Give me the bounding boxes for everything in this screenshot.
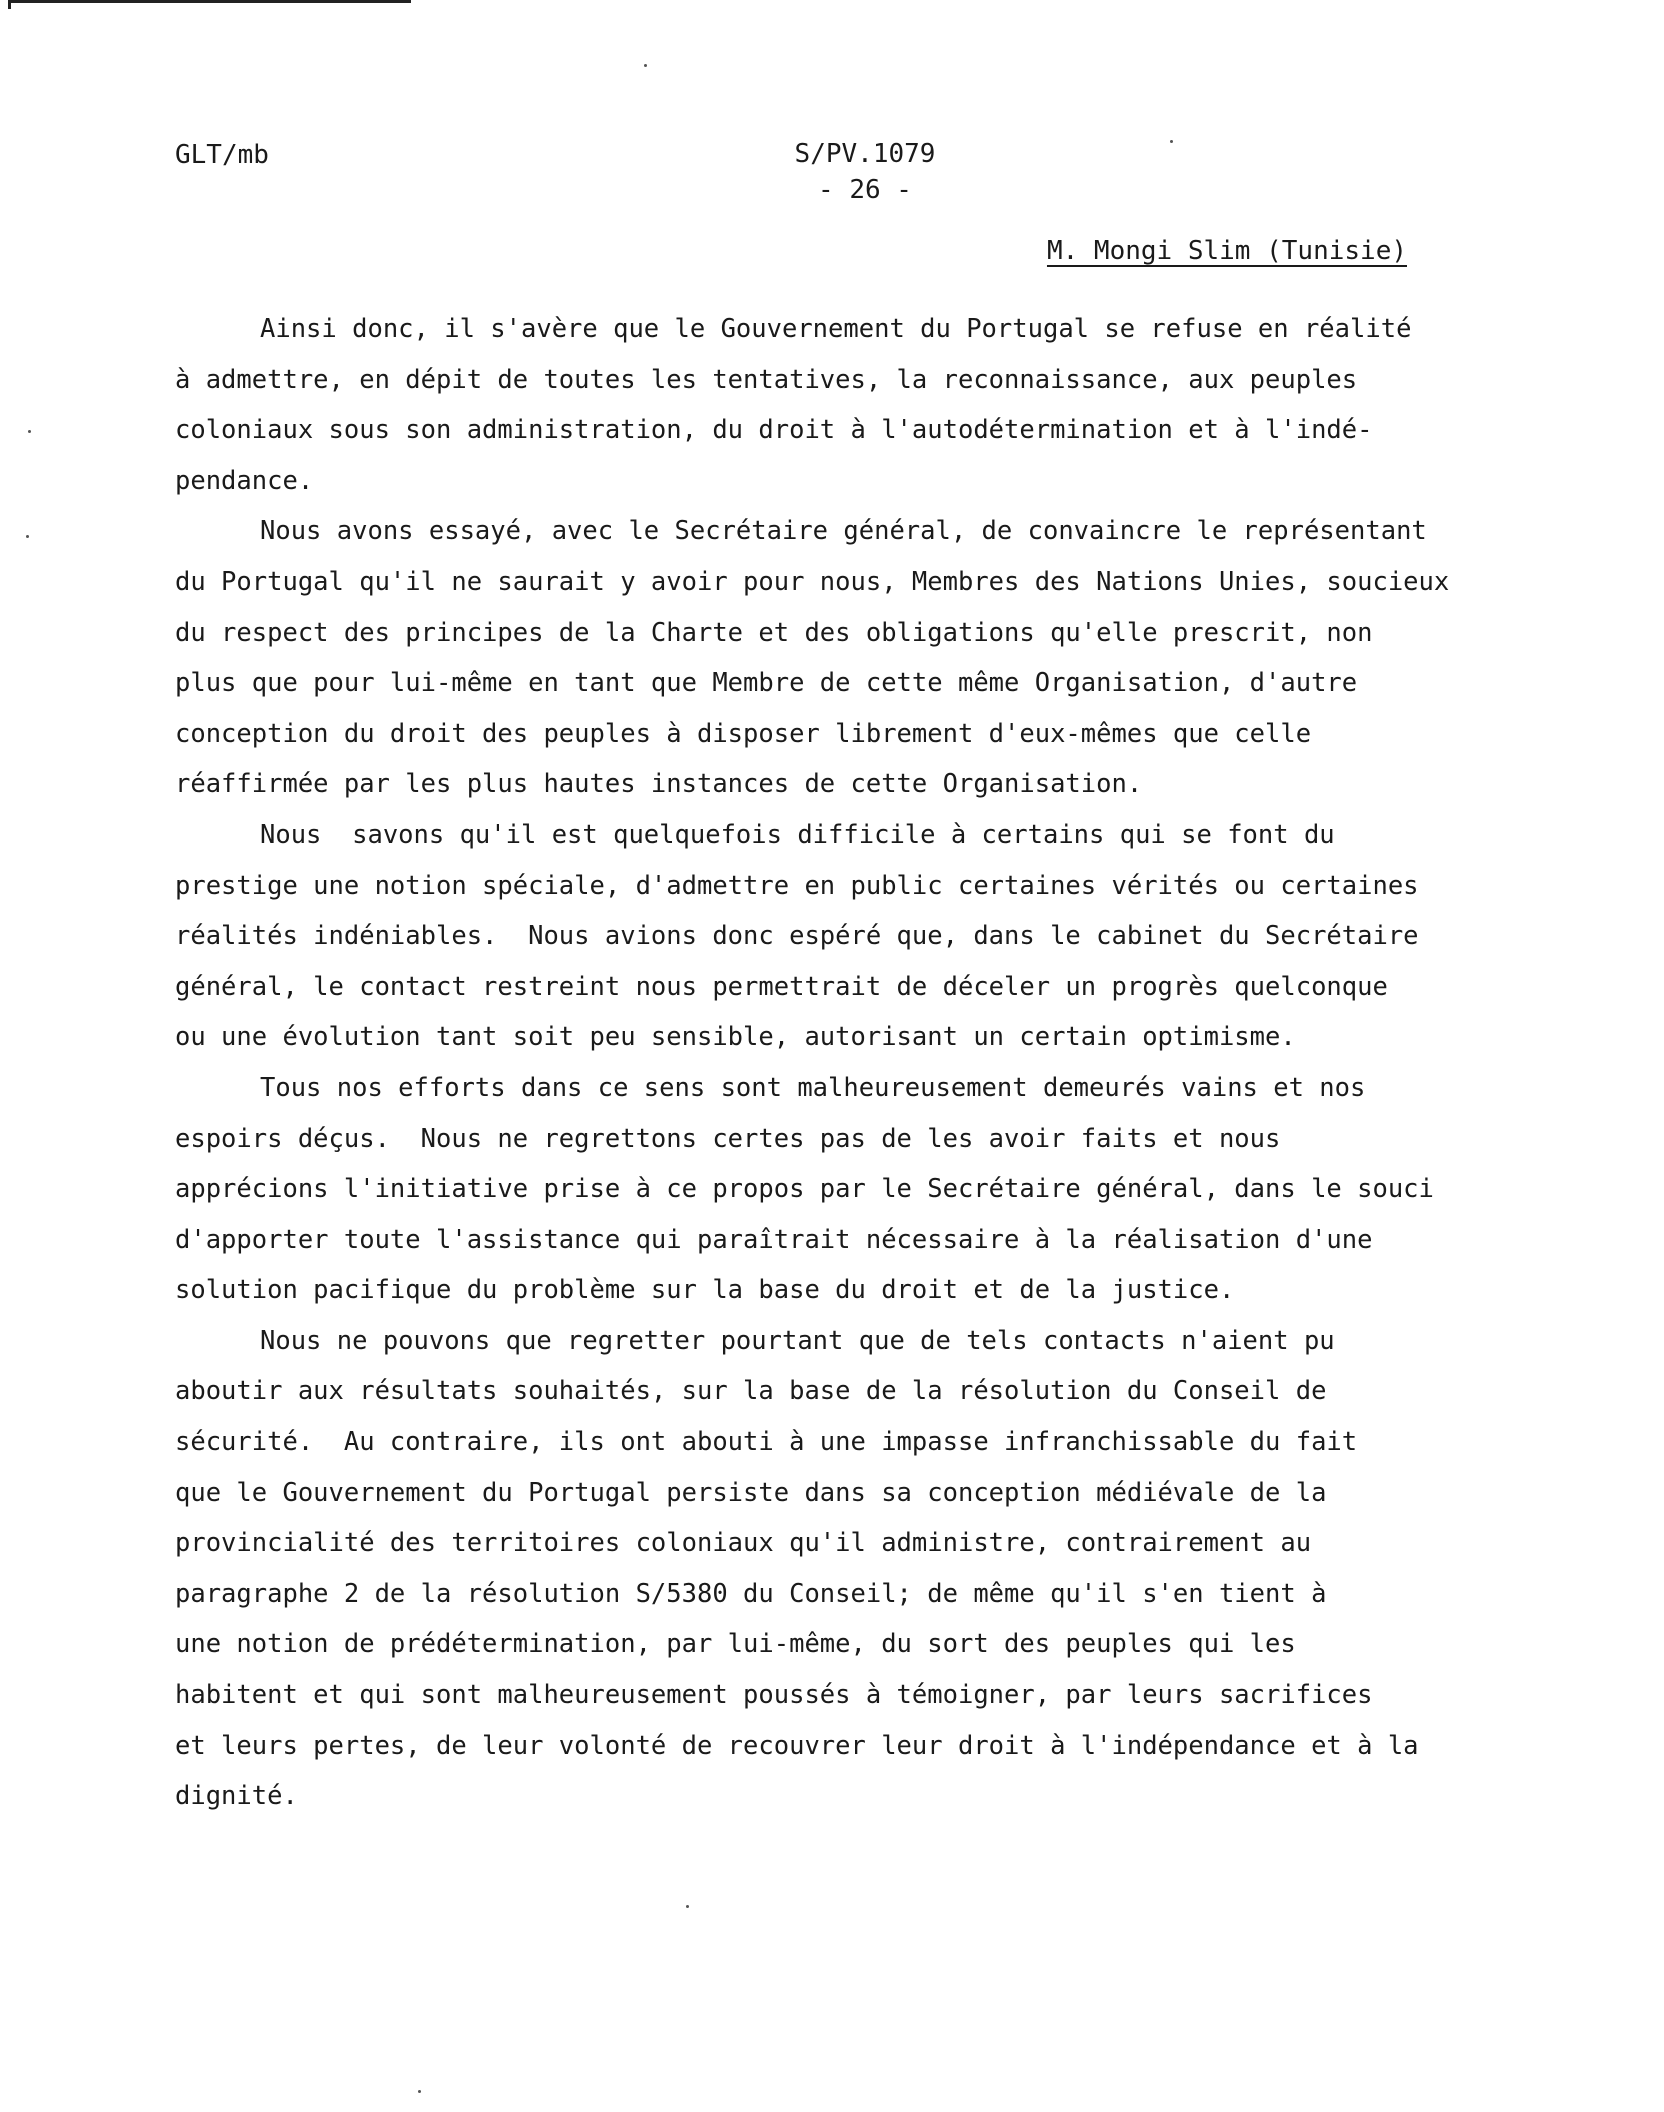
text-line: Nous ne pouvons que regretter pourtant que de tels contacts n'aient pu: [260, 1325, 1335, 1356]
text-line: prestige une notion spéciale, d'admettre en public certaines vérités ou certaines: [175, 870, 1419, 901]
text-line: provincialité des territoires coloniaux qu'il administre, contrairement au: [175, 1528, 1312, 1559]
text-line: ou une évolution tant soit peu sensible, autorisant un certain optimisme.: [175, 1022, 1296, 1053]
text-line: d'apporter toute l'assistance qui paraîtrait nécessaire à la réalisation d'une: [175, 1224, 1373, 1255]
text-line: espoirs déçus. Nous ne regrettons certes pas de les avoir faits et nous: [175, 1123, 1281, 1154]
scan-speck: [1170, 140, 1173, 143]
text-line: à admettre, en dépit de toutes les tentatives, la reconnaissance, aux peuples: [175, 364, 1358, 395]
scan-corner-mark: [8, 0, 411, 9]
document-header: [700, 136, 1030, 208]
text-line: Ainsi donc, il s'avère que le Gouvernement du Portugal se refuse en réalité: [260, 314, 1412, 344]
text-line: Nous avons essayé, avec le Secrétaire général, de convaincre le représentant: [260, 516, 1427, 547]
text-line: que le Gouvernement du Portugal persiste dans sa conception médiévale de la: [175, 1477, 1327, 1508]
text-line: aboutir aux résultats souhaités, sur la base de la résolution du Conseil de: [175, 1376, 1327, 1407]
paragraph: [175, 1063, 1565, 1316]
text-line: conception du droit des peuples à disposer librement d'eux-mêmes que celle: [175, 718, 1312, 749]
text-line: Tous nos efforts dans ce sens sont malheureusement demeurés vains et nos: [260, 1072, 1366, 1103]
text-line: sécurité. Au contraire, ils ont abouti à une impasse infranchissable du fait: [175, 1427, 1358, 1458]
paragraph: [175, 506, 1565, 810]
text-line: général, le contact restreint nous permettrait de déceler un progrès quelconque: [175, 971, 1388, 1002]
paragraph: [175, 1316, 1565, 1822]
text-line: habitent et qui sont malheureusement poussés à témoigner, par leurs sacrifices: [175, 1680, 1373, 1711]
scan-speck: [686, 1905, 689, 1908]
text-line: du respect des principes de la Charte et des obligations qu'elle prescrit, non: [175, 617, 1373, 648]
paragraph: [175, 810, 1565, 1063]
document-reference: GLT/mb: [175, 140, 269, 170]
text-line: Nous savons qu'il est quelquefois difficile à certains qui se font du: [260, 819, 1335, 850]
text-line: solution pacifique du problème sur la base du droit et de la justice.: [175, 1275, 1235, 1306]
text-line: une notion de prédétermination, par lui-même, du sort des peuples qui les: [175, 1629, 1296, 1660]
text-line: apprécions l'initiative prise à ce propos par le Secrétaire général, dans le souci: [175, 1174, 1434, 1205]
text-line: réaffirmée par les plus hautes instances de cette Organisation.: [175, 769, 1143, 800]
scan-speck: [26, 535, 29, 538]
scan-speck: [644, 64, 647, 67]
body-text: [175, 304, 1565, 1822]
page-number: - 26 -: [818, 175, 912, 205]
text-line: coloniaux sous son administration, du droit à l'autodétermination et à l'indé-: [175, 415, 1373, 446]
text-line: paragraphe 2 de la résolution S/5380 du Conseil; de même qu'il s'en tient à: [175, 1578, 1327, 1609]
text-line: et leurs pertes, de leur volonté de recouvrer leur droit à l'indépendance et à la: [175, 1730, 1419, 1761]
speaker-name: M. Mongi Slim (Tunisie): [1046, 236, 1407, 266]
paragraph: [175, 304, 1565, 506]
text-line: du Portugal qu'il ne saurait y avoir pour nous, Membres des Nations Unies, soucieux: [175, 566, 1450, 597]
scan-speck: [418, 2090, 421, 2093]
text-line: dignité.: [175, 1781, 298, 1812]
text-line: réalités indéniables. Nous avions donc espéré que, dans le cabinet du Secrétaire: [175, 921, 1419, 952]
document-symbol: S/PV.1079: [794, 139, 936, 169]
text-line: pendance.: [175, 465, 314, 496]
text-line: plus que pour lui-même en tant que Membre de cette même Organisation, d'autre: [175, 668, 1358, 699]
scan-speck: [28, 430, 31, 433]
